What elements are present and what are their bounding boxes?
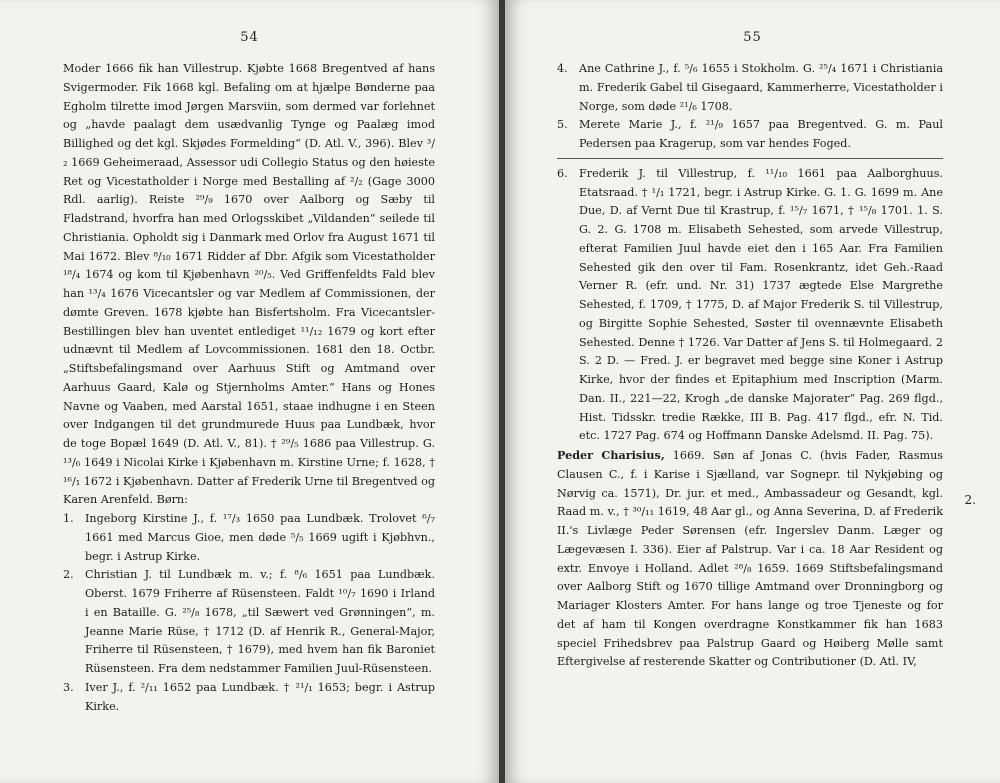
right-page <box>505 0 1000 783</box>
page-text <box>557 60 943 672</box>
list-text: Iver J., f. ²/₁₁ 1652 paa Lundbæk. † ²¹/₁ 1653; begr. i Astrup Kirke. <box>85 680 435 713</box>
list-text: Merete Marie J., f. ²¹/₉ 1657 paa Bregentved. G. m. Paul Pedersen paa Kragerup, som var hendes Foged. <box>579 118 943 150</box>
list-item <box>63 679 435 717</box>
list-text: Christian J. til Lundbæk m. v.; f. ⁸/₆ 1651 paa Lundbæk. Oberst. 1679 Friherre af Rüsensteen. Faldt ¹⁰/₇ 1690 i Irland i en Bataille. G. ²⁵/₈ 1678, „til Sæwert ved Grønningen“, m. Jeanne Marie Rüse, † 1712 (D. af Henrik R., General-Major, Friherre til Rüsensteen, † 1679), med hvem han fik Baroniet Rüsensteen. Fra dem nedstammer Familien Juul-Rüsensteen. <box>85 568 435 675</box>
margin-number: 2. <box>964 493 976 507</box>
main-paragraph: Moder 1666 fik han Villestrup. Kjøbte 1668 Bregentved af hans Svigermoder. Fik 1668 kgl. Befaling om at hjælpe Bønderne paa Egholm tilrette imod Jørgen Marsviin, som dermed var forlehnet og „havde paalagt dem usædvanlig Tynge og Paalæg imod Billighed og det kgl. Skjødes Formelding“ (D. Atl. V., 396). Blev ³/₂ 1669 Geheimeraad, Assessor udi Collegio Status og den høieste Ret og Vicestatholder i Norge med Bestalling af ²/₂ (Gage 3000 Rdl. aarlig). Reiste ²⁹/₉ 1670 over Aalborg og Sæby til Fladstrand, hvorfra han med Orlogsskibet „Vildanden“ seilede til Christiania. Opholdt sig i Danmark med Orlov fra August 1671 til Mai 1672. Blev ⁸/₁₀ 1671 Ridder af Dbr. Afgik som Vicestatholder ¹⁸/₄ 1674 og kom til Kjøbenhavn ²⁰/₅. Ved Griffenfeldts Fald blev han ¹³/₄ 1676 Vicecantsler og var Medlem af Commissionen, der dømte Greven. 1678 kjøbte han Bisfertsholm. Fra Vicecantsler-Bestillingen blev han uventet entlediget ¹¹/₁₂ 1679 og kort efter udnævnt til Medlem af Lovcommissionen. 1681 den 18. Octbr. „Stiftsbefalingsmand over Aarhuus Stift og Amtmand over Aarhuus Gaard, Kalø og Stjernholms Amter.“ Hans og Hones Navne og Vaaben, med Aarstal 1651, staae indhugne i en Steen over Indgangen til det grundmurede Huus paa Lundbæk, hvor de toge Bopæl 1649 (D. Atl. V., 81). † ²⁹/₅ 1686 paa Villestrup. G. ¹³/₆ 1649 i Nicolai Kirke i Kjøbenhavn m. Kirstine Urne; f. 1628, † ¹⁶/₁ 1672 i Kjøbenhavn. Datter af Frederik Urne til Bregentved og Karen Arenfeld. Børn: <box>63 62 435 507</box>
list-item <box>63 566 435 679</box>
divider <box>557 158 943 159</box>
list-text: Ingeborg Kirstine J., f. ¹⁷/₃ 1650 paa Lundbæk. Trolovet ⁶/₇ 1661 med Marcus Gioe, men døde ⁵/₅ 1669 ugift i Kjøbhvn., begr. i Astrup Kirke. <box>85 512 435 563</box>
person-name: Peder Charisius, <box>557 448 665 462</box>
list-text: Ane Cathrine J., f. ⁵/₆ 1655 i Stokholm. G. ²⁵/₄ 1671 i Christiania m. Frederik Gabel til Gisegaard, Kammerherre, Vicestatholder i Norge, som døde ²¹/₆ 1708. <box>579 62 943 113</box>
page-text <box>63 60 435 716</box>
left-page <box>0 0 499 783</box>
list-item <box>557 165 943 446</box>
list-number: 5. <box>557 118 568 132</box>
list-number: 6. <box>557 166 568 180</box>
list-number: 3. <box>63 680 74 694</box>
list-number: 2. <box>63 568 74 582</box>
biography-entry <box>557 446 943 672</box>
biography-text: 1669. Søn af Jonas C. (hvis Fader, Rasmus Clausen C., f. i Karise i Sjælland, var Sognepr. til Nykjøbing og Nørvig ca. 1571), Dr. jur. et med., Ambassadeur og Gesandt, kgl. Raad m. v., † ³⁰/₁₁ 1619, 48 Aar gl., og Anna Severina, D. af Frederik II.'s Livlæge Peder Sørensen (efr. Ingerslev Danm. Læger og Lægevæsen I. 336). Eier af Palstrup. Var i ca. 18 Aar Resident og extr. Envoye i Holland. Adlet ²⁸/₈ 1659. 1669 Stiftsbefalingsmand over Aalborg Stift og 1670 tillige Amtmand over Dronningborg og Mariager Klosters Amter. For hans lange og troe Tjeneste og for det af ham til Kongen overdragne Konstkammer fik han 1683 speciel Frihedsbrev paa Palstrup Gaard og Høiberg Mølle samt Eftergivelse af resterende Skatter og Contributioner (D. Atl. IV, <box>557 449 944 669</box>
list-item <box>63 510 435 566</box>
page-number: 54 <box>240 30 259 45</box>
list-number: 4. <box>557 62 568 75</box>
list-text: Frederik J. til Villestrup, f. ¹¹/₁₀ 1661 paa Aalborghuus. Etatsraad. † ¹/₁ 1721, begr. i Astrup Kirke. G. 1. G. 1699 m. Ane Due, D. af Vernt Due til Krastrup, f. ¹⁵/₇ 1671, † ¹⁵/₈ 1701. 1. S. G. 2. G. 1708 m. Elisabeth Sehested, som arvede Villestrup, efterat Familien Juul havde eiet den i 165 Aar. Fra Familien Sehested gik den over til Fam. Rosenkrantz, idet Geh.-Raad Verner R. (efr. und. Nr. 31) 1737 ægtede Else Margrethe Sehested, f. 1709, † 1775, D. af Major Frederik S. til Villestrup, og Birgitte Sophie Sehested, Søster til ovennævnte Elisabeth Sehested. Denne † 1726. Var Datter af Jens S. til Holmegaard. 2 S. 2 D. — Fred. J. er begravet med begge sine Koner i Astrup Kirke, hvor der findes et Epitaphium med Inscription (Marm. Dan. II., 221—22, Krogh „de danske Majorater“ Pag. 269 flgd., Hist. Tidsskr. tredie Række, III B. Pag. 417 flgd., efr. N. Tid. etc. 1727 Pag. 674 og Hoffmann Danske Adelsmd. II. Pag. 75). <box>579 166 943 443</box>
list-item <box>557 60 943 116</box>
list-item <box>557 116 943 154</box>
list-number: 1. <box>63 512 74 525</box>
page-number: 55 <box>743 30 762 45</box>
